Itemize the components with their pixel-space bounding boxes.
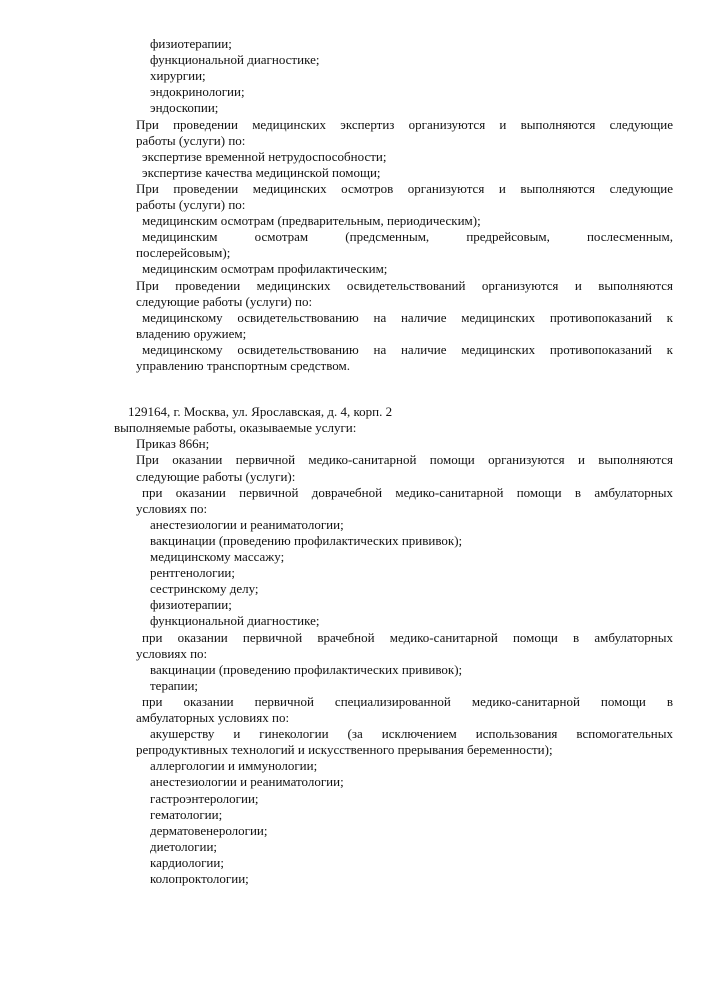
text-line: При проведении медицинских экспертиз организуются и выполняются следующие: [136, 117, 673, 132]
text-line: медицинским осмотрам (предварительным, периодическим);: [142, 213, 481, 228]
text-line: физиотерапии;: [150, 36, 232, 51]
text-line: репродуктивных технологий и искусственного прерывания беременности);: [136, 742, 553, 757]
text-line: рентгенологии;: [150, 565, 235, 580]
text-line: экспертизе временной нетрудоспособности;: [142, 149, 387, 164]
text-line: кардиологии;: [150, 855, 224, 870]
text-line: эндокринологии;: [150, 84, 245, 99]
text-line: экспертизе качества медицинской помощи;: [142, 165, 381, 180]
text-line: дерматовенерологии;: [150, 823, 268, 838]
text-line: эндоскопии;: [150, 100, 219, 115]
text-line: при оказании первичной специализированной медико-санитарной помощи в: [142, 694, 673, 709]
text-line: физиотерапии;: [150, 597, 232, 612]
text-line: При оказании первичной медико-санитарной помощи организуются и выполняются: [136, 452, 673, 467]
text-line: послерейсовым);: [136, 245, 231, 260]
text-line: терапии;: [150, 678, 199, 693]
text-line: при оказании первичной врачебной медико-санитарной помощи в амбулаторных: [142, 630, 673, 645]
text-line: анестезиологии и реаниматологии;: [150, 774, 344, 789]
text-line: колопроктологии;: [150, 871, 249, 886]
text-line: сестринскому делу;: [150, 581, 259, 596]
text-line: Приказ 866н;: [136, 436, 210, 451]
text-line: выполняемые работы, оказываемые услуги:: [114, 420, 357, 435]
text-line: при оказании первичной доврачебной медико-санитарной помощи в амбулаторных: [142, 485, 673, 500]
text-line: медицинскому освидетельствованию на наличие медицинских противопоказаний к: [142, 310, 673, 325]
text-line: вакцинации (проведению профилактических прививок);: [150, 662, 463, 677]
text-line: управлению транспортным средством.: [136, 358, 351, 373]
text-line: владению оружием;: [136, 326, 247, 341]
text-line: условиях по:: [136, 646, 208, 661]
text-line: функциональной диагностике;: [150, 52, 320, 67]
text-line: медицинским осмотрам (предсменным, предрейсовым, послесменным,: [142, 229, 673, 244]
text-line: медицинскому освидетельствованию на наличие медицинских противопоказаний к: [142, 342, 673, 357]
text-line: работы (услуги) по:: [136, 197, 246, 212]
text-line: хирургии;: [150, 68, 206, 83]
text-line: При проведении медицинских осмотров организуются и выполняются следующие: [136, 181, 673, 196]
text-line: гастроэнтерологии;: [150, 791, 259, 806]
text-line: следующие работы (услуги) по:: [136, 294, 313, 309]
text-line: вакцинации (проведению профилактических прививок);: [150, 533, 463, 548]
text-line: 129164, г. Москва, ул. Ярославская, д. 4, корп. 2: [128, 404, 393, 419]
text-line: акушерству и гинекологии (за исключением использования вспомогательных: [150, 726, 673, 741]
text-line: аллергологии и иммунологии;: [150, 758, 318, 773]
text-line: анестезиологии и реаниматологии;: [150, 517, 344, 532]
text-line: следующие работы (услуги):: [136, 469, 296, 484]
text-line: амбулаторных условиях по:: [136, 710, 290, 725]
text-line: диетологии;: [150, 839, 218, 854]
text-line: медицинским осмотрам профилактическим;: [142, 261, 388, 276]
text-line: работы (услуги) по:: [136, 133, 246, 148]
text-line: условиях по:: [136, 501, 208, 516]
text-line: функциональной диагностике;: [150, 613, 320, 628]
text-line: медицинскому массажу;: [150, 549, 285, 564]
text-line: гематологии;: [150, 807, 223, 822]
text-line: При проведении медицинских освидетельствований организуются и выполняются: [136, 278, 673, 293]
